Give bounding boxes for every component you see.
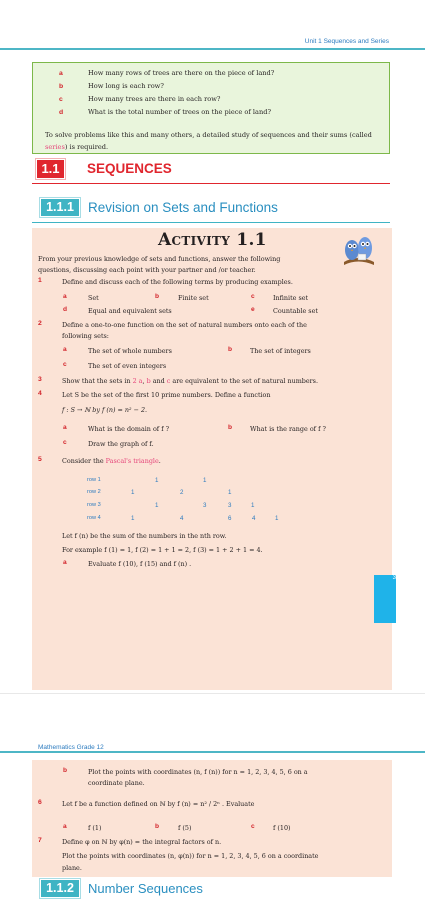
question-text: Plot the points with coordinates (n, φ(n)) for n = 1, 2, 3, 4, 5, 6 on a coordinate [62, 852, 319, 860]
item-text: Countable set [273, 307, 318, 315]
question-number: 2 [38, 320, 42, 327]
item-text: f (5) [178, 824, 192, 832]
question-text: Define and discuss each of the following terms by producing examples. [62, 278, 293, 286]
item-letter: a [63, 346, 67, 353]
item-text: Draw the graph of f. [88, 440, 154, 448]
pascal-value: 1 [203, 477, 207, 484]
question-text-part: Show that the sets in [62, 377, 133, 385]
question-text: Define φ on ℕ by φ(n) = the integral factors of n. [62, 838, 222, 846]
intro-note-text: To solve problems like this and many others, a detailed study of sequences and their sums (called [45, 131, 372, 139]
pascal-value: 4 [252, 515, 256, 522]
subsection-number: 1.1.1 [41, 199, 79, 216]
header-rule [0, 48, 425, 50]
section-title: SEQUENCES [87, 161, 172, 176]
question-text: Let S be the set of the first 10 prime numbers. Define a function [62, 391, 271, 399]
question-number: 1 [38, 277, 42, 284]
item-text: Equal and equivalent sets [88, 307, 172, 315]
subsection-title: Revision on Sets and Functions [88, 200, 278, 215]
item-text: f (1) [88, 824, 102, 832]
footer-rule [0, 751, 425, 753]
item-text: coordinate plane. [88, 779, 145, 787]
book-title: Mathematics Grade 12 [38, 744, 104, 751]
item-letter: a [63, 293, 67, 300]
question-text-part: and [150, 377, 167, 385]
series-link[interactable]: series [45, 142, 65, 151]
section-rule [32, 183, 390, 184]
pascal-row-label: row 4 [87, 515, 101, 521]
question-text: How many rows of trees are there on the piece of land? [88, 69, 275, 77]
item-letter: d [63, 306, 68, 313]
question-letter: b [59, 83, 64, 90]
question-text: How many trees are there in each row? [88, 95, 221, 103]
item-text: Set [88, 294, 99, 302]
question-text: For example f (1) = 1, f (2) = 1 + 1 = 2, f (3) = 1 + 2 + 1 = 4. [62, 546, 263, 554]
item-letter: c [63, 439, 67, 446]
section-number: 1.1 [37, 160, 64, 178]
pascal-row-label: row 3 [87, 502, 101, 508]
item-letter: b [155, 293, 160, 300]
pascal-value: 3 [203, 502, 207, 509]
pascal-triangle-link[interactable]: Pascal's triangle [105, 457, 159, 465]
item-letter: b [155, 823, 160, 830]
question-text: plane. [62, 864, 82, 872]
pascal-value: 1 [155, 477, 159, 484]
reference-link[interactable]: c [166, 377, 171, 385]
question-text: What is the total number of trees on the piece of land? [88, 108, 271, 116]
item-text: The set of whole numbers [88, 347, 172, 355]
item-letter: a [63, 823, 67, 830]
item-text: Finite set [178, 294, 209, 302]
activity-title-word: Activity [158, 230, 231, 250]
intro-box [32, 62, 390, 154]
activity-number: 1.1 [236, 230, 267, 250]
item-text: Plot the points with coordinates (n, f (n)) for n = 1, 2, 3, 4, 5, 6 on a [88, 768, 308, 776]
item-text: f (10) [273, 824, 291, 832]
intro-note [45, 130, 385, 153]
subsection-number: 1.1.2 [41, 880, 79, 897]
question-number: 3 [38, 376, 42, 383]
question-text-part: , [142, 377, 147, 385]
activity-intro: From your previous knowledge of sets and functions, answer the following [38, 255, 281, 263]
owls-illustration [338, 232, 378, 272]
question-text: following sets: [62, 332, 109, 340]
question-letter: c [59, 96, 63, 103]
pascal-value: 1 [251, 502, 255, 509]
reference-link[interactable]: 2 a [132, 377, 143, 385]
activity-title [158, 230, 267, 250]
question-number: 4 [38, 390, 42, 397]
function-formula: f : S → ℕ by f (n) = n² − 2. [62, 406, 148, 414]
pascal-row-label: row 1 [87, 477, 101, 483]
subsection-rule [32, 222, 390, 223]
question-text-part: Consider the [62, 457, 106, 465]
pascal-value: 1 [131, 489, 135, 496]
page-side-tab: 3 [374, 575, 396, 623]
item-text: Infinite set [273, 294, 309, 302]
question-text-part: are equivalent to the set of natural numbers. [170, 377, 318, 385]
item-text: What is the domain of f ? [88, 425, 170, 433]
subsection-title: Number Sequences [88, 881, 203, 896]
question-letter: a [59, 70, 63, 77]
item-letter: e [251, 306, 255, 313]
pascal-value: 1 [131, 515, 135, 522]
pascal-value: 1 [155, 502, 159, 509]
unit-header: Unit 1 Sequences and Series [304, 38, 389, 45]
activity-intro: questions, discussing each point with your partner and /or teacher. [38, 266, 256, 274]
item-letter: c [251, 823, 255, 830]
item-text: Evaluate f (10), f (15) and f (n) . [88, 560, 192, 568]
question-text [62, 456, 161, 466]
question-text-part: . [158, 457, 161, 465]
item-letter: c [251, 293, 255, 300]
question-text [62, 376, 318, 386]
item-letter: a [63, 559, 67, 566]
pascal-value: 1 [228, 489, 232, 496]
item-letter: b [228, 346, 233, 353]
question-letter: d [59, 109, 64, 116]
pascal-value: 1 [275, 515, 279, 522]
question-text: Define a one-to-one function on the set of natural numbers onto each of the [62, 321, 307, 329]
question-number: 5 [38, 456, 42, 463]
question-text: Let f be a function defined on ℕ by f (n) = n² / 2ⁿ . Evaluate [62, 800, 255, 808]
item-letter: c [63, 361, 67, 368]
question-number: 6 [38, 799, 42, 806]
pascal-value: 2 [180, 489, 184, 496]
pascal-value: 3 [228, 502, 232, 509]
pascal-value: 4 [180, 515, 184, 522]
reference-link[interactable]: b [146, 377, 151, 385]
page-divider [0, 693, 425, 694]
item-text: The set of integers [250, 347, 311, 355]
intro-note-text: ) is required. [64, 142, 109, 151]
item-text: The set of even integers [88, 362, 167, 370]
item-letter: b [228, 424, 233, 431]
question-number: 7 [38, 837, 42, 844]
question-text: Let f (n) be the sum of the numbers in the nth row. [62, 532, 227, 540]
item-text: What is the range of f ? [250, 425, 326, 433]
question-text: How long is each row? [88, 82, 164, 90]
item-letter: a [63, 424, 67, 431]
pascal-value: 6 [228, 515, 232, 522]
item-letter: b [63, 767, 68, 774]
pascal-row-label: row 2 [87, 489, 101, 495]
